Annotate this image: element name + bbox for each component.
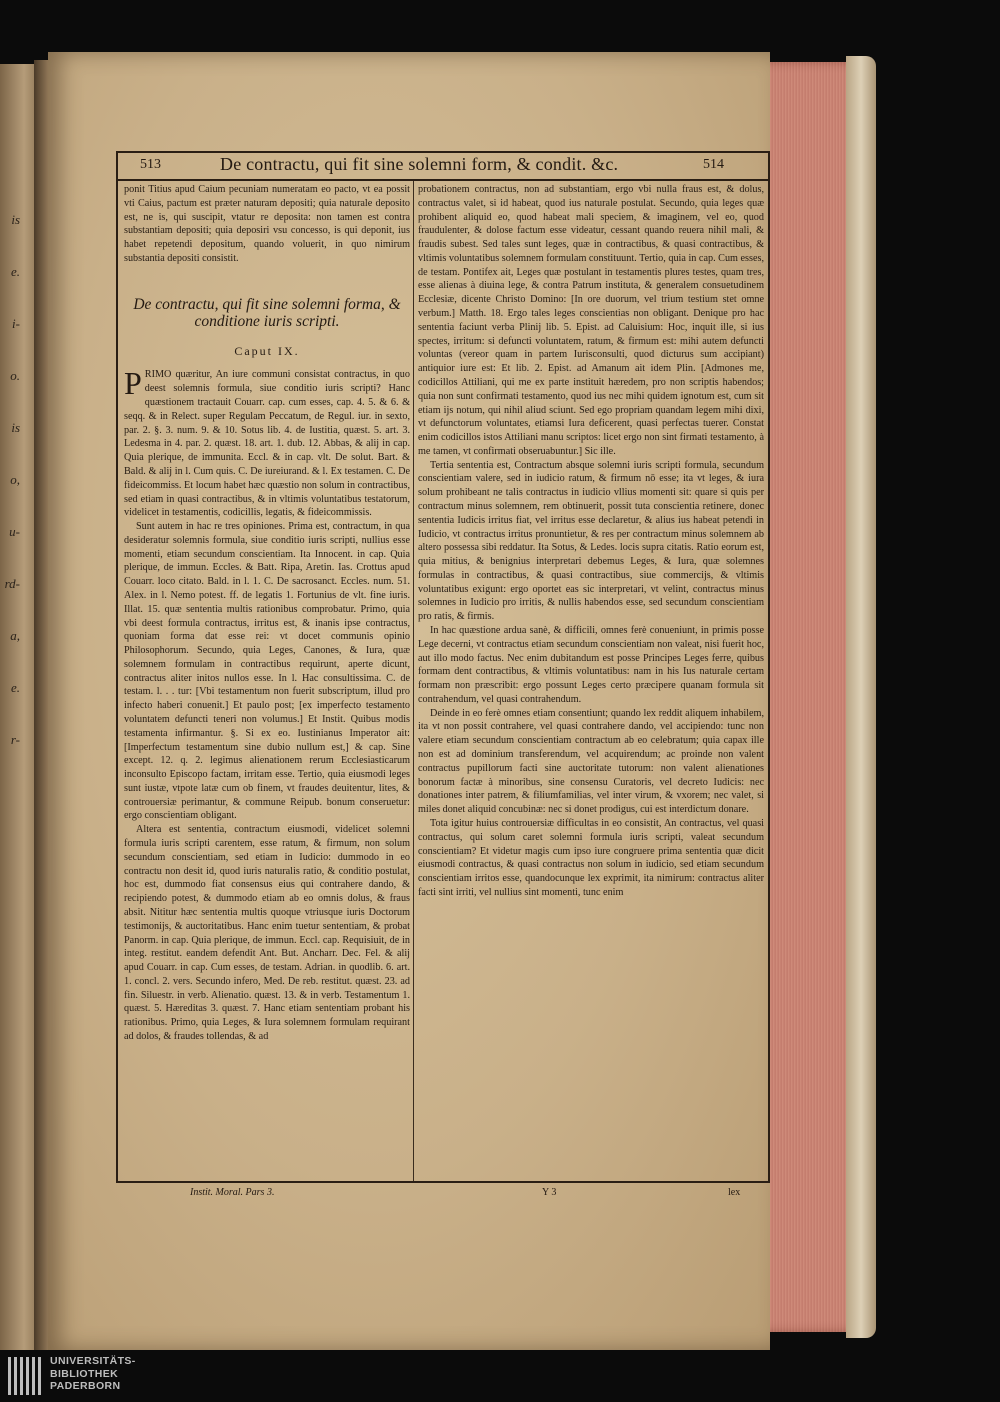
right-column — [418, 183, 764, 900]
book-scan — [0, 52, 900, 1350]
chapter-number: Caput IX. — [234, 343, 300, 358]
frame-rule-left — [116, 151, 118, 1183]
left-margin-fragments — [0, 194, 20, 766]
text-frame — [116, 151, 770, 1241]
page-number-right: 514 — [703, 157, 724, 172]
paragraph-r4: Deinde in eo ferè omnes etiam consentiunt; quando lex reddit aliquem inhabilem, ita vt non possit contrahere, vel quasi contrahere dando, vel accipiendo: tunc non valere etiam secundum conscientiam contractum ab eo celebratum; quia capax ille non est ad dominium transferendum, vel acquirendum; ac proinde non valent contractus pupillorum facti sine auctoritate tutorum: non valent alienationes bonorum factæ à minoribus, sine consensu Curatoris, vel decreto Iudicis: nec donationes inter patrem, & filiumfamilias, vel inter virum, & vxorem; nec valet, si miles donet aliquid concubinæ: nec si donet prodigus, cui est interdictum donare. — [418, 707, 764, 816]
paragraph-r3: In hac quæstione ardua sanè, & difficili, omnes ferè conueniunt, in primis posse Lege decerni, vt contractus etiam secundum conscientiam non valeat, nisi fuerit hoc, aut illo modo factus. Nec enim dubitandum est posse Principes Leges ferre, quibus formam dent contractibus, & vltimis voluntatibus: nam in his Ius naturale certam formam non præscribit: ergo possunt Leges certo præcipere quanam formula sit contrahendum, vel quasi contrahendum. — [418, 625, 764, 705]
library-bar — [0, 1350, 1000, 1402]
running-head: De contractu, qui fit sine solemni form, & condit. &c. — [220, 154, 619, 174]
paragraph-r5: Tota igitur huius controuersiæ difficultas in eo consistit, An contractus, vel quasi contractus, qui solum caret solemni formula iuris scripti, valeat secundum conscientiam? Et videtur magis cum ipso iure congruere prima sententia quæ dicit eiusmodi contractus, & quasi contractus non solum in iudicio, sed etiam secundum conscientiam irritos esse, quandocunque lex exprimit, ita nimirum: contractus aliter facti sint irriti, vel nullius sint momenti, tunc enim — [418, 817, 764, 898]
footer-title: Instit. Moral. Pars 3. — [190, 1187, 275, 1198]
cover-edge — [846, 56, 876, 1338]
library-name — [50, 1355, 136, 1393]
left-margin-fragment: is — [11, 420, 20, 435]
frame-rule-top — [116, 151, 770, 153]
library-name-line-2: BIBLIOTHEK — [50, 1367, 119, 1380]
left-margin-fragment: o. — [10, 368, 20, 383]
left-margin-fragment: is — [11, 212, 20, 227]
page-number-left: 513 — [140, 157, 161, 172]
paragraph-1-text: RIMO quæritur, An iure communi consistat contractus, in quo deest solemnis formula, siue conditio iuris scripti? Hanc quæstionem tractauit Couarr. cap. cum esses, cap. 4. 5. & 6. & seqq. & in Relect. super Regulam Peccatum, de Regul. iur. in sexto, par. 2. §. 3. num. 9. & 10. Sotus lib. 4. de Iustitia, quæst. 5. art. 3. Ledesma in 4. par. 2. quæst. 18. art. 1. dub. 12. Abbas, & alij in cap. Quia plerique, de immunita. Eccl. & in cap. vlt. De solut. Bart. & Bald. & alij in l. Cum quis. C. De iureiurand. & l. Ex testamen. C. De fideicommiss. Et locum habet hæc quæstio non solum in contractibus, sed etiam in quasi contractibus, & in vltimis voluntatibus testatorum, videlicet in testamentis, codicillis, legatis, & fideicommissis. — [124, 369, 410, 519]
paragraph-intro: ponit Titius apud Caium pecuniam numeratam eo pacto, vt ea possit vti Caius, pactum est præter naturam depositi; quia naturale deposito est, ne is, qui suscipit, vtatur re deposita: non tamen est contra substantiam depositi; quia deposiri vsu concesso, is qui deponit, ius habet repetendi depositum, quando voluerit, in quo nimirum substantia depositi consistit. — [124, 184, 410, 264]
library-name-line-3: PADERBORN — [50, 1380, 121, 1392]
right-page — [48, 52, 770, 1350]
library-logo-icon — [8, 1357, 42, 1395]
paragraph-3: Altera est sententia, contractum eiusmodi, videlicet solemni formula iuris scripti carentem, esse ratum, & firmum, non solum secundum conscientiam, sed etiam in Iudicio: dummodo in eo contractu non desit id, quod iuris naturalis ratio, & conditio postulat, hoc est, dummodo fiat consensus eius qui contrahere dando, & recipiendo potest, & dummodo etiam ab eo omnis dolus, & fraus absit. Nititur hæc sententia multis quoque vtriusque iuris Doctorum testimonijs, & auctoritatibus. Hanc enim tuetur sententiam, & probat Panorm. in cap. Quia plerique, de immun. Eccl. cap. Requisiuit, de in integ. restitut. eandem defendit Ant. But. Ancharr. Dec. Fel. & alij apud Couarr. in cap. Cum esses, de testam. Adrian. in quodlib. 6. art. 1. concl. 2. vers. Secundo infero, Med. De reb. restitut. quæst. 23. ad fin. Siluestr. in verb. Alienatio. quæst. 13. & in verb. Testamentum 1. quæst. 5. Hæreditas 3. quæst. 7. Hanc etiam sententiam probant his rationibus. Primo, quia Leges, & Iura solemnem formulam requirant ad dolos, & fraudes tollendas, & ad — [124, 824, 410, 1042]
paragraph-1 — [124, 365, 410, 520]
paragraph-2: Sunt autem in hac re tres opiniones. Prima est, contractum, in qua desideratur solemnis formula, siue conditio iuris scripti, nullius esse momenti, etiam secundum conscientiam. Ita Innocent. in cap. Quia plerique, de immun. Eccles. & Batt. Ripa, Aretin. Ias. Crottus apud Couarr. loco citato. Bald. in l. 1. C. De sacrosanct. Eccles. num. 51. Alex. in l. Nemo potest. ff. de legatis 1. Fortunius de vlt. fine iuris. Illat. 15. quæ sententia multis rationibus comprobatur. Primo, quia vbi deest formula contractus, irritus est, & inanis ipse contractus, quoniam forma dat esse rei: vt docet communis opinio Philosophorum. Secundo, quia Leges, Canones, & Iura, quæ solemnem formulam in contractibus requirunt, aperte dicunt, contractus aliter initos nullos esse. In l. Hac consultissima. C. de testam. l. . . tur: [Vbi testamentum non fuerit subscriptum, illud pro infecto haberi conuenit.] Et paulo post; [ex imperfecto testamento voluntatem defuncti teneri non volumus.] Et Instit. Quibus modis testamenta infirmantur. §. Si ex eo. Iustinianus Imperator ait: [Imperfectum testamentum sine dubio nullum est,] & cap. Sine except. 12. q. 2. legimus alienationem rerum Ecclesiasticarum inconsulto Episcopo factam, irritam esse. Tertio, quia eiusmodi leges sunt iustæ, vtpote latæ cum ob finem, vt fraudes deuitentur, lites, & controuersiæ perimantur, & commune Reipub. bonum conseruetur: ergo conscientiam obligant. — [124, 521, 410, 822]
left-margin-fragment: r- — [10, 732, 20, 747]
header-rule — [116, 179, 770, 181]
left-margin-fragment: rd- — [4, 576, 20, 591]
left-margin-fragment: i- — [12, 316, 20, 331]
signature-mark: Y 3 — [542, 1187, 557, 1198]
column-divider — [413, 181, 414, 1181]
frame-rule-bottom — [116, 1181, 770, 1183]
left-margin-fragment: e. — [10, 264, 20, 279]
paragraph-r2: Tertia sententia est, Contractum absque solemni iuris scripti formula, secundum conscientiam valere, sed in iudicio ratum, & firmum nō esse; ita vt leges, & iura solum prohibeant ne talis contractus in iudicio vllius momenti sit: quare si quis per contractum minus solemnem, rem obtinuerit, possit tuta conscientia retinere, donec sententia Iudicis irritus fiat, vel irritus esse declaretur, & alius ius habeat petendi in Iudicio, vt contractus irritus pronuntietur, & res per contractum minus solemnem ab altero possessa sibi reddatur. Ita Sotus, & Ledes. locis supra citatis. Ratio eorum est, quia mitius, & benignius interpretari debemus Leges, & Iura, quæ solemnes formulas in contractibus, & quasi contractibus, siue commercijs, & vltimis voluntatibus exigunt: ergo oportet eas sic interpretari, vt velint, contractus minus solemnes in Iudicio pro irritis, & nullis habendos esse, sed secundum conscientiam pro ratis, & firmis. — [418, 459, 764, 623]
paragraph-r1: probationem contractus, non ad substantiam, ergo vbi nulla fraus est, & dolus, contractus valet, si id habeat, quod ius naturale postulat. Secundo, quia leges quæ prohibent aliquid eo, quod habeat mali speciem, & imaginem, vel eo, quod fraudulenter, & dolose factum esse videatur, cessant quando reuera nihil mali, & fraudis subest. Sed tales sunt leges, quæ in contractibus, & quasi contractibus, & vltimis voluntatibus solemnem formulam constituunt. Tertio, quia in cap. Cum esses, de testam. Pontifex ait, Leges quæ postulant in testamentis plures testes, quam tres, esse alienas à diuina lege, & contra Patrum instituta, & generalem consuetudinem Ecclesiæ, dicente Christo Domino: [In ore duorum, vel trium testium stet omne verbum.] Matth. 18. Ergo tales leges conscientias non obligant. Denique pro hac sententia faciunt verba Plinij lib. 5. Epist. ad Caluisium: Hoc, inquit ille, si ius spectes, irritum: si defuncti voluntatem, ratum, & firmum est: mihi autem defuncti voluntas (vereor quam in partem Iurisconsulti, quod dicturus sum accipiant) antiquior iure est: Et lib. 2. Epist. ad Amanum ait idem Plin. [Admones me, codicillos Attiliani, qui me ex parte instituit hæredem, pro non scriptis habendos; quia non sunt confirmati testamento, quod ius nec mihi quidem ignotum est, cum sit etiam ijs notum, qui nihil aliud sciunt. Sed ego propriam quandam legem mihi dixi, vt defunctorum voluntates, etiamsi Iura deficerent, quasi perfectas tuerer. Constat enim codicillos istos Attiliani manu scriptos: licet ergo non sint firmati testamento, à me tamen, vt confirmati obseruabuntur.] Sic ille. — [418, 184, 765, 457]
left-margin-fragment: a, — [10, 628, 20, 643]
frame-rule-right — [768, 151, 770, 1183]
left-margin-fragment: u- — [9, 524, 20, 539]
left-margin-fragment: o, — [10, 472, 20, 487]
chapter-title: De contractu, qui fit sine solemni forma, & conditione iuris scripti. — [133, 295, 401, 331]
library-name-line-1: UNIVERSITÄTS- — [50, 1355, 136, 1367]
left-margin-fragment: e. — [10, 680, 20, 695]
drop-cap: P — [124, 365, 142, 402]
left-column — [124, 183, 410, 1044]
catchword: lex — [728, 1187, 741, 1198]
